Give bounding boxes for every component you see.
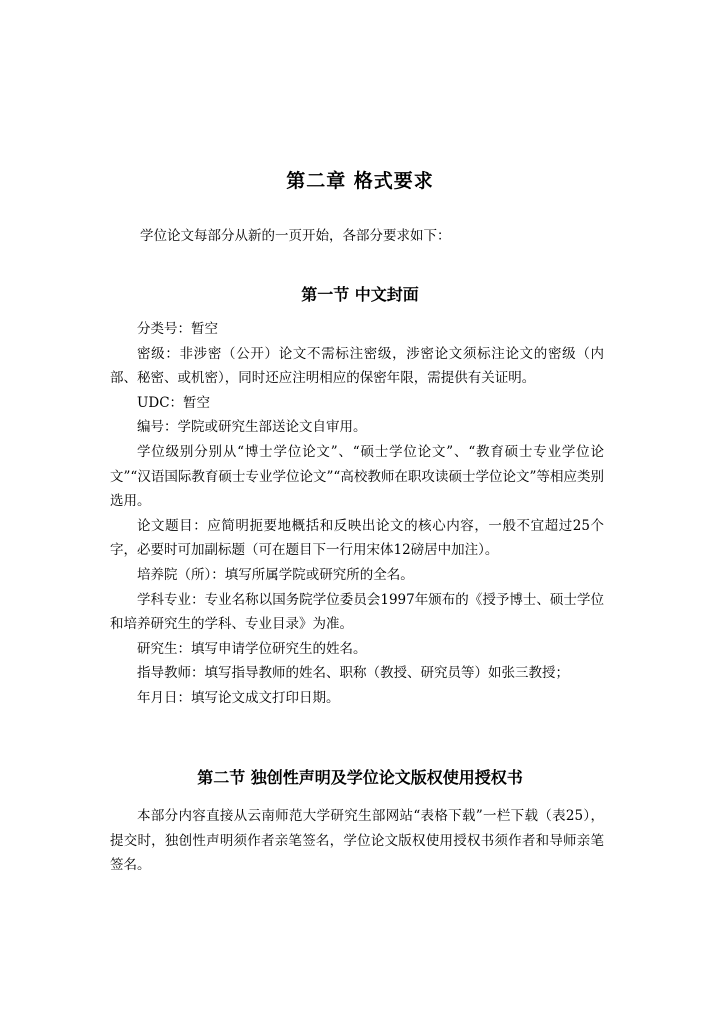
para-major: 学科专业：专业名称以国务院学位委员会1997年颁布的《授予博士、硕士学位和培养研究生的学科、专业目录》为准。	[110, 591, 604, 633]
para-number: 编号：学院或研究生部送论文自审用。	[137, 419, 367, 436]
para-date: 年月日：填写论文成文打印日期。	[137, 689, 340, 706]
para-classification: 分类号：暂空	[137, 321, 218, 337]
para-degree-level: 学位级别分别从“博士学位论文”、“硕士学位论文”、“教育硕士专业学位论文”“汉语国际教育硕士专业学位论文”“高校教师在职攻读硕士学位论文”等相应类别选用。	[110, 443, 604, 510]
para-student: 研究生：填写申请学位研究生的姓名。	[137, 640, 367, 657]
section-2-body	[110, 804, 604, 878]
section-2-title: 第二节 独创性声明及学位论文版权使用授权书	[197, 768, 523, 787]
section-1-body	[110, 317, 604, 711]
para-supervisor: 指导教师：填写指导教师的姓名、职称（教授、研究员等）如张三教授；	[137, 665, 569, 682]
para-thesis-title: 论文题目：应简明扼要地概括和反映出论文的核心内容，一般不宜超过25个字，必要时可加副标题（可在题目下一行用宋体12磅居中加注）。	[110, 517, 604, 559]
para-institute: 培养院（所）：填写所属学院或研究所的全名。	[137, 566, 414, 583]
para-udc: UDC：暂空	[137, 394, 211, 411]
section-1-title: 第一节 中文封面	[301, 285, 419, 304]
chapter-intro: 学位论文每部分从新的一页开始，各部分要求如下：	[140, 228, 451, 244]
chapter-title: 第二章 格式要求	[286, 170, 434, 192]
para-secret-level: 密级：非涉密（公开）论文不需标注密级，涉密论文须标注论文的密级（内部、秘密、或机密），同时还应注明相应的保密年限，需提供有关证明。	[110, 345, 604, 387]
para-declaration: 本部分内容直接从云南师范大学研究生部网站“表格下载”一栏下载（表25），提交时，独创性声明须作者亲笔签名，学位论文版权使用授权书须作者和导师亲笔签名。	[110, 808, 604, 874]
